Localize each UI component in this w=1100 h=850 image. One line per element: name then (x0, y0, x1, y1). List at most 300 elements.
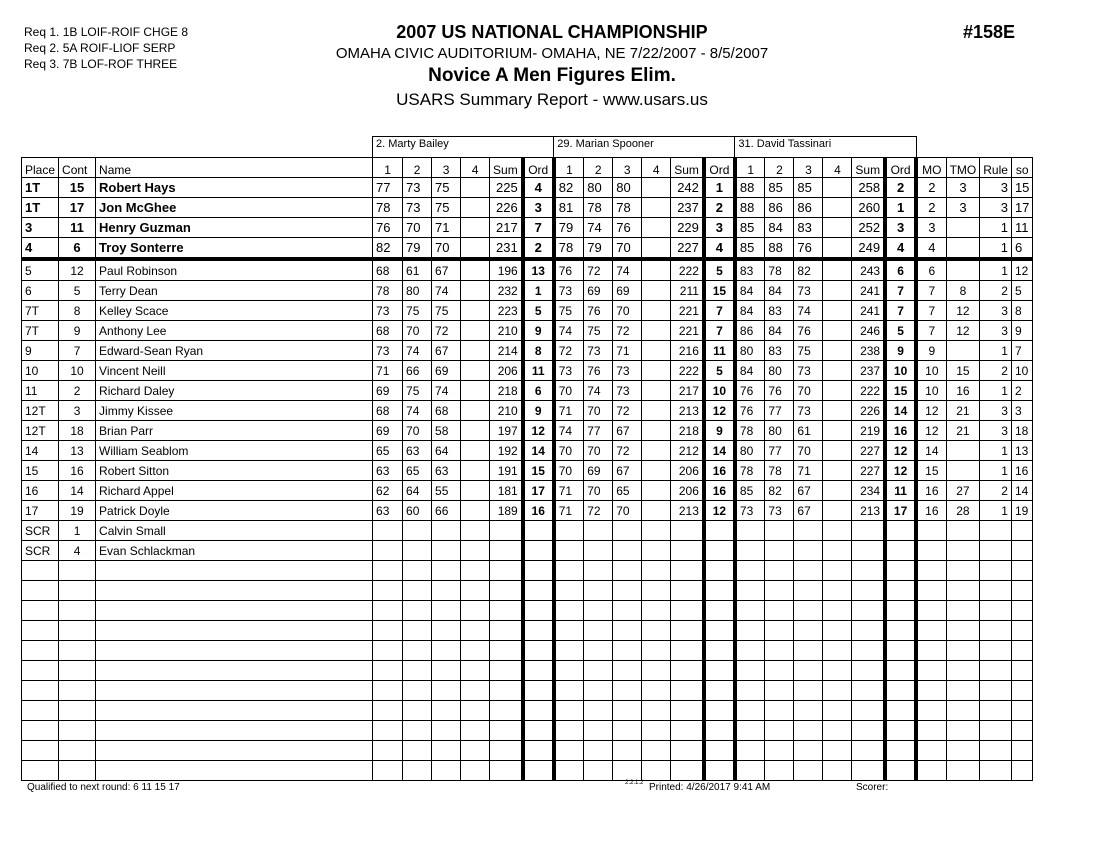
contestant-number-cell: 16 (59, 461, 96, 481)
empty-cell (671, 701, 704, 721)
skater-name-cell: Edward-Sean Ryan (96, 341, 373, 361)
mo-cell: 6 (916, 259, 946, 281)
col-j2-fig3: 3 (613, 158, 642, 178)
sum-cell: 226 (852, 401, 885, 421)
ordinal-cell: 5 (523, 301, 554, 321)
skater-name-cell: Henry Guzman (96, 218, 373, 238)
rule-cell: 1 (980, 441, 1012, 461)
empty-cell (946, 561, 980, 581)
so-cell: 5 (1011, 281, 1032, 301)
score-cell: 76 (794, 238, 823, 260)
sum-cell: 181 (490, 481, 523, 501)
empty-cell (735, 701, 765, 721)
score-cell (584, 521, 613, 541)
score-cell: 71 (554, 401, 584, 421)
printed-timestamp: Printed: 4/26/2017 9:41 AM (649, 782, 771, 793)
score-cell (461, 481, 490, 501)
so-cell: 6 (1011, 238, 1032, 260)
empty-cell (373, 761, 403, 781)
empty-cell (642, 581, 671, 601)
empty-cell (554, 581, 584, 601)
score-cell (642, 218, 671, 238)
score-cell (794, 521, 823, 541)
score-cell: 69 (584, 461, 613, 481)
empty-cell (794, 641, 823, 661)
empty-cell (613, 601, 642, 621)
tmo-cell: 15 (946, 361, 980, 381)
tmo-cell: 12 (946, 301, 980, 321)
empty-cell (432, 761, 461, 781)
sum-cell: 241 (852, 281, 885, 301)
empty-cell (671, 741, 704, 761)
empty-cell (642, 721, 671, 741)
place-cell: SCR (22, 541, 59, 561)
empty-cell (584, 681, 613, 701)
ordinal-cell: 9 (523, 401, 554, 421)
empty-cell (490, 621, 523, 641)
skater-name-cell: Paul Robinson (96, 259, 373, 281)
score-cell: 69 (373, 421, 403, 441)
empty-cell (852, 641, 885, 661)
empty-cell (403, 641, 432, 661)
score-cell (554, 541, 584, 561)
table-row (22, 381, 1033, 401)
empty-cell (523, 741, 554, 761)
score-cell: 73 (373, 341, 403, 361)
sum-cell: 243 (852, 259, 885, 281)
empty-cell (671, 761, 704, 781)
score-cell: 70 (554, 381, 584, 401)
empty-cell (22, 621, 59, 641)
rule-cell: 3 (980, 178, 1012, 198)
ordinal-cell: 6 (523, 381, 554, 401)
place-cell: 4 (22, 238, 59, 260)
empty-cell (490, 721, 523, 741)
score-cell: 86 (735, 321, 765, 341)
empty-cell (916, 681, 946, 701)
empty-cell (403, 581, 432, 601)
empty-cell (671, 681, 704, 701)
empty-cell (980, 621, 1012, 641)
ordinal-cell: 16 (885, 421, 916, 441)
col-j2-ord: Ord (704, 158, 735, 178)
score-cell: 76 (765, 381, 794, 401)
table-row (22, 281, 1033, 301)
col-j2-fig1: 1 (554, 158, 584, 178)
score-cell (373, 541, 403, 561)
place-cell: 3 (22, 218, 59, 238)
empty-cell (885, 681, 916, 701)
score-cell (403, 541, 432, 561)
ordinal-cell: 11 (704, 341, 735, 361)
version-mark: 2.2.1.2 (625, 780, 644, 786)
score-cell: 69 (373, 381, 403, 401)
score-cell: 88 (735, 178, 765, 198)
score-cell (642, 198, 671, 218)
score-cell: 72 (584, 259, 613, 281)
score-cell: 75 (403, 381, 432, 401)
empty-cell (1011, 561, 1032, 581)
judges-row (22, 137, 1033, 158)
score-cell: 78 (765, 461, 794, 481)
empty-cell (642, 661, 671, 681)
empty-cell (946, 661, 980, 681)
score-cell: 65 (613, 481, 642, 501)
rule-cell: 3 (980, 401, 1012, 421)
empty-cell (59, 761, 96, 781)
col-j2-fig2: 2 (584, 158, 613, 178)
score-cell (642, 281, 671, 301)
score-cell (642, 301, 671, 321)
empty-cell (523, 701, 554, 721)
so-cell (1011, 521, 1032, 541)
score-cell (554, 521, 584, 541)
score-cell: 74 (432, 381, 461, 401)
score-cell: 70 (613, 238, 642, 260)
col-j1-fig1: 1 (373, 158, 403, 178)
empty-cell (852, 621, 885, 641)
table-row (22, 401, 1033, 421)
event-number: #158E (963, 22, 1016, 42)
score-cell (461, 401, 490, 421)
empty-cell (916, 641, 946, 661)
score-cell: 70 (584, 401, 613, 421)
score-cell: 60 (403, 501, 432, 521)
empty-cell (980, 721, 1012, 741)
ordinal-cell: 2 (885, 178, 916, 198)
score-cell (461, 259, 490, 281)
empty-cell (523, 621, 554, 641)
empty-cell (96, 621, 373, 641)
empty-cell (885, 621, 916, 641)
score-cell: 84 (765, 281, 794, 301)
empty-cell (432, 721, 461, 741)
rule-cell: 2 (980, 281, 1012, 301)
score-cell: 80 (613, 178, 642, 198)
score-cell (823, 401, 852, 421)
empty-cell (490, 561, 523, 581)
score-cell: 80 (735, 441, 765, 461)
empty-cell (642, 561, 671, 581)
score-cell: 73 (794, 361, 823, 381)
empty-cell (794, 561, 823, 581)
score-cell (823, 321, 852, 341)
ordinal-cell: 9 (704, 421, 735, 441)
so-cell (1011, 541, 1032, 561)
score-cell: 85 (794, 178, 823, 198)
rule-cell: 3 (980, 301, 1012, 321)
ordinal-cell: 2 (523, 238, 554, 260)
empty-cell (704, 701, 735, 721)
score-cell: 83 (735, 259, 765, 281)
score-cell: 75 (554, 301, 584, 321)
tmo-cell (946, 521, 980, 541)
sum-cell: 218 (490, 381, 523, 401)
score-cell: 84 (735, 301, 765, 321)
score-cell: 74 (584, 218, 613, 238)
empty-cell (59, 721, 96, 741)
tmo-cell (946, 461, 980, 481)
skater-name-cell: Brian Parr (96, 421, 373, 441)
score-cell (735, 541, 765, 561)
place-cell: 1T (22, 178, 59, 198)
empty-cell (885, 761, 916, 781)
sum-cell: 258 (852, 178, 885, 198)
empty-cell (823, 601, 852, 621)
empty-row (22, 721, 1033, 741)
empty-cell (403, 741, 432, 761)
mo-cell: 16 (916, 481, 946, 501)
empty-cell (735, 661, 765, 681)
empty-cell (432, 561, 461, 581)
rule-cell: 1 (980, 238, 1012, 260)
score-cell (735, 521, 765, 541)
score-cell: 63 (373, 501, 403, 521)
contestant-number-cell: 13 (59, 441, 96, 461)
empty-cell (373, 641, 403, 661)
empty-cell (22, 761, 59, 781)
empty-cell (554, 621, 584, 641)
mo-cell: 2 (916, 198, 946, 218)
score-cell: 70 (554, 461, 584, 481)
sum-cell: 206 (671, 481, 704, 501)
empty-cell (852, 561, 885, 581)
sum-cell: 206 (490, 361, 523, 381)
ordinal-cell: 15 (885, 381, 916, 401)
empty-cell (1011, 581, 1032, 601)
skater-name-cell: Jon McGhee (96, 198, 373, 218)
score-cell (461, 218, 490, 238)
empty-cell (852, 581, 885, 601)
empty-cell (735, 741, 765, 761)
place-cell: 17 (22, 501, 59, 521)
sum-cell: 216 (671, 341, 704, 361)
score-cell: 64 (432, 441, 461, 461)
score-cell: 80 (765, 361, 794, 381)
empty-cell (461, 761, 490, 781)
ordinal-cell: 7 (704, 321, 735, 341)
score-cell (461, 321, 490, 341)
mo-cell: 9 (916, 341, 946, 361)
ordinal-cell: 4 (704, 238, 735, 260)
empty-cell (96, 601, 373, 621)
ordinal-cell: 7 (885, 281, 916, 301)
empty-cell (1011, 761, 1032, 781)
empty-cell (735, 641, 765, 661)
tmo-cell: 12 (946, 321, 980, 341)
ordinal-cell (523, 541, 554, 561)
ordinal-cell: 9 (523, 321, 554, 341)
place-cell: 1T (22, 198, 59, 218)
empty-cell (946, 621, 980, 641)
col-j3-ord: Ord (885, 158, 916, 178)
so-cell: 12 (1011, 259, 1032, 281)
score-cell: 64 (403, 481, 432, 501)
score-cell: 68 (373, 259, 403, 281)
empty-cell (916, 581, 946, 601)
sum-cell: 225 (490, 178, 523, 198)
empty-cell (1011, 621, 1032, 641)
requirement-3: Req 3. 7B LOF-ROF THREE (24, 57, 178, 71)
empty-cell (642, 761, 671, 781)
empty-cell (403, 601, 432, 621)
empty-cell (59, 561, 96, 581)
score-cell: 70 (613, 501, 642, 521)
score-cell: 76 (584, 361, 613, 381)
empty-cell (916, 721, 946, 741)
score-cell: 77 (584, 421, 613, 441)
empty-cell (852, 761, 885, 781)
contestant-number-cell: 17 (59, 198, 96, 218)
requirement-1: Req 1. 1B LOIF-ROIF CHGE 8 (24, 25, 189, 39)
empty-cell (523, 721, 554, 741)
empty-row (22, 621, 1033, 641)
ordinal-cell: 1 (704, 178, 735, 198)
score-cell: 63 (432, 461, 461, 481)
empty-cell (554, 741, 584, 761)
empty-cell (671, 601, 704, 621)
empty-cell (735, 581, 765, 601)
ordinal-cell: 11 (523, 361, 554, 381)
score-cell (373, 521, 403, 541)
ordinal-cell: 3 (523, 198, 554, 218)
ordinal-cell: 7 (523, 218, 554, 238)
score-cell (823, 259, 852, 281)
empty-cell (852, 661, 885, 681)
ordinal-cell: 14 (885, 401, 916, 421)
sum-cell: 237 (671, 198, 704, 218)
empty-cell (765, 701, 794, 721)
empty-row (22, 661, 1033, 681)
so-cell: 17 (1011, 198, 1032, 218)
empty-cell (403, 701, 432, 721)
sum-cell: 197 (490, 421, 523, 441)
empty-cell (461, 681, 490, 701)
empty-cell (490, 581, 523, 601)
empty-cell (765, 561, 794, 581)
empty-cell (554, 641, 584, 661)
empty-cell (823, 701, 852, 721)
empty-cell (22, 641, 59, 661)
score-cell: 80 (584, 178, 613, 198)
skater-name-cell: Patrick Doyle (96, 501, 373, 521)
score-cell (823, 461, 852, 481)
score-cell: 73 (613, 381, 642, 401)
ordinal-cell: 8 (523, 341, 554, 361)
column-header-row (22, 158, 1033, 178)
empty-cell (613, 661, 642, 681)
col-mo: MO (916, 158, 946, 178)
score-cell (461, 178, 490, 198)
rule-cell: 2 (980, 361, 1012, 381)
contestant-number-cell: 7 (59, 341, 96, 361)
score-cell: 70 (403, 321, 432, 341)
place-cell: 7T (22, 321, 59, 341)
score-cell: 76 (735, 381, 765, 401)
sum-cell: 192 (490, 441, 523, 461)
empty-cell (671, 561, 704, 581)
empty-cell (461, 641, 490, 661)
empty-cell (22, 741, 59, 761)
ordinal-cell: 16 (704, 481, 735, 501)
empty-cell (96, 561, 373, 581)
empty-cell (461, 721, 490, 741)
score-cell (642, 381, 671, 401)
empty-cell (432, 741, 461, 761)
place-cell: 16 (22, 481, 59, 501)
empty-cell (59, 681, 96, 701)
table-row (22, 461, 1033, 481)
empty-cell (432, 661, 461, 681)
ordinal-cell: 2 (704, 198, 735, 218)
empty-cell (584, 741, 613, 761)
ordinal-cell: 4 (885, 238, 916, 260)
col-j1-fig3: 3 (432, 158, 461, 178)
score-cell (461, 281, 490, 301)
rule-cell: 2 (980, 481, 1012, 501)
score-cell (613, 541, 642, 561)
mo-cell: 3 (916, 218, 946, 238)
empty-cell (916, 601, 946, 621)
score-cell (823, 281, 852, 301)
sum-cell (490, 521, 523, 541)
empty-cell (613, 701, 642, 721)
table-row (22, 501, 1033, 521)
rule-cell: 1 (980, 461, 1012, 481)
ordinal-cell: 12 (523, 421, 554, 441)
empty-cell (704, 621, 735, 641)
score-cell: 76 (613, 218, 642, 238)
rule-cell: 1 (980, 501, 1012, 521)
tmo-cell: 3 (946, 178, 980, 198)
score-cell: 72 (432, 321, 461, 341)
empty-cell (885, 701, 916, 721)
score-cell: 69 (613, 281, 642, 301)
score-cell: 73 (735, 501, 765, 521)
contestant-number-cell: 8 (59, 301, 96, 321)
empty-cell (523, 641, 554, 661)
empty-cell (403, 681, 432, 701)
empty-cell (403, 761, 432, 781)
ordinal-cell: 17 (885, 501, 916, 521)
col-so: so (1011, 158, 1032, 178)
score-cell: 68 (432, 401, 461, 421)
empty-cell (794, 701, 823, 721)
empty-cell (1011, 661, 1032, 681)
event-name: Novice A Men Figures Elim. (428, 65, 676, 86)
empty-cell (946, 601, 980, 621)
score-cell: 69 (432, 361, 461, 381)
mo-cell (916, 521, 946, 541)
ordinal-cell: 10 (885, 361, 916, 381)
score-cell: 78 (373, 281, 403, 301)
score-cell: 67 (794, 501, 823, 521)
col-j3-fig2: 2 (765, 158, 794, 178)
contestant-number-cell: 3 (59, 401, 96, 421)
empty-cell (980, 561, 1012, 581)
mo-cell: 7 (916, 301, 946, 321)
empty-cell (852, 701, 885, 721)
tmo-cell (946, 238, 980, 260)
sum-cell: 214 (490, 341, 523, 361)
sum-cell: 213 (671, 401, 704, 421)
ordinal-cell: 3 (885, 218, 916, 238)
ordinal-cell: 12 (885, 441, 916, 461)
col-j3-fig4: 4 (823, 158, 852, 178)
col-place: Place (22, 158, 59, 178)
empty-cell (490, 681, 523, 701)
sum-cell (671, 521, 704, 541)
